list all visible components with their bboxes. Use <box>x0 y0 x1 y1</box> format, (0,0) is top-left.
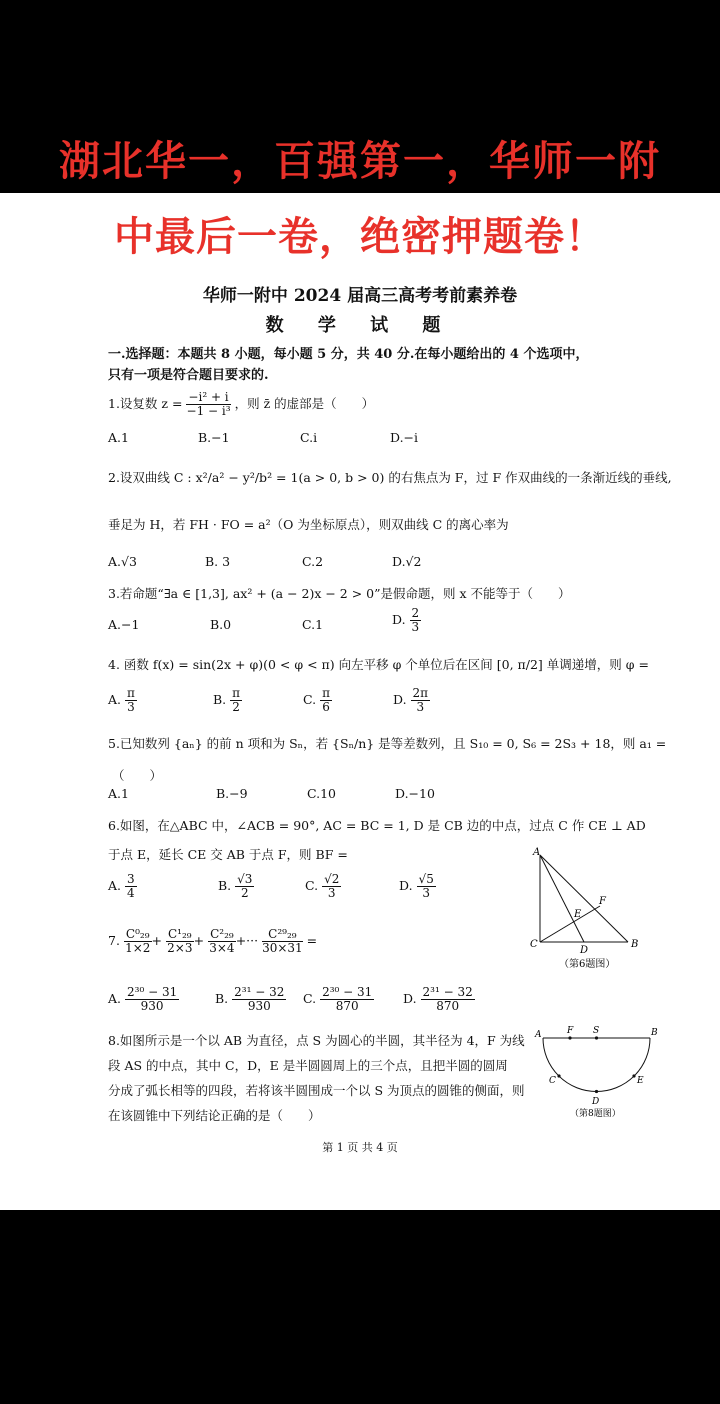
q1-option-d: D.−i <box>390 430 419 445</box>
q8-label-b: B <box>651 1028 658 1038</box>
q4-option-d: D. $\frac{2\pi}{3}$ <box>393 686 429 714</box>
q6-stem-2: 于点 E，延长 CE 交 AB 于点 F，则 BF = <box>108 847 348 862</box>
q1-option-a: A.1 <box>108 430 129 445</box>
q6-line-ab <box>540 855 628 942</box>
q3-option-b: B.0 <box>210 617 232 632</box>
q6-label-d: D <box>580 945 589 956</box>
q6-line-cf <box>540 906 600 942</box>
q1-option-b: B.−1 <box>198 430 230 445</box>
q7-option-a: A. $\frac{\text{2³⁰ − 31}}{930}$ <box>108 985 178 1013</box>
page-footer: 第 1 页 共 4 页 <box>322 1141 398 1154</box>
q6-figure <box>525 845 645 975</box>
exam-paper <box>0 193 720 1210</box>
q6-stem-1: 6.如图，在△ABC 中，∠ACB = 90°, AC = BC = 1, D 是 CB 边的中点，过点 C 作 CE ⊥ AD <box>108 818 646 833</box>
q6-label-c: C <box>530 939 538 950</box>
q3-stem: 3.若命题“∃a ∈ [1,3], ax² + (a − 2)x − 2 > 0”是假命题，则 x 不能等于（ ） <box>108 586 571 601</box>
q8-semicircle-arc <box>543 1038 650 1091</box>
section-heading-2: 只有一项是符合题目要求的. <box>108 368 269 383</box>
q3-option-d: D. $\frac{2}{3}$ <box>392 606 420 634</box>
q8-figure <box>530 1023 660 1123</box>
q8-point-e <box>632 1074 635 1077</box>
q8-stem-4: 在该圆锥中下列结论正确的是（ ） <box>108 1108 321 1123</box>
q6-label-e: E <box>574 909 582 920</box>
q6-option-d: D. $\frac{√5}{3}$ <box>399 872 434 900</box>
q2-option-c: C.2 <box>302 554 324 569</box>
q2-option-d: D.√2 <box>392 554 422 569</box>
q5-stem: 5.已知数列 {aₙ} 的前 n 项和为 Sₙ，若 {Sₙ/n} 是等差数列，且 S₁₀ = 0, S₆ = 2S₃ + 18，则 a₁ = <box>108 736 667 751</box>
q3-option-c: C.1 <box>302 617 324 632</box>
q8-label-d: D <box>592 1097 600 1107</box>
q2-option-b: B. 3 <box>205 554 231 569</box>
q4-stem: 4. 函数 f(x) = sin(2x + φ)(0 < φ < π) 向左平移 φ 个单位后在区间 [0, π/2] 单调递增，则 φ = <box>108 657 649 672</box>
q8-label-c: C <box>549 1076 556 1086</box>
q2-stem-1: 2.设双曲线 C : x²/a² − y²/b² = 1(a > 0, b > 0) 的右焦点为 F，过 F 作双曲线的一条渐近线的垂线, <box>108 470 672 485</box>
q6-option-b: B. $\frac{√3}{2}$ <box>218 872 253 900</box>
q1-option-c: C.i <box>300 430 318 445</box>
q4-option-a: A. $\frac{\pi}{3}$ <box>108 686 135 714</box>
q5-option-a: A.1 <box>108 786 129 801</box>
q5-option-b: B.−9 <box>216 786 248 801</box>
banner-line-1: 湖北华一，百强第一，华师一附 <box>59 137 661 185</box>
q7-option-b: B. $\frac{\text{2³¹ − 32}}{930}$ <box>215 985 285 1013</box>
q8-stem-3: 分成了弧长相等的四段，若将该半圆围成一个以 S 为顶点的圆锥的侧面，则 <box>108 1083 525 1098</box>
q5-option-c: C.10 <box>307 786 336 801</box>
q8-point-d <box>595 1090 598 1093</box>
q8-point-s <box>595 1036 598 1039</box>
exam-title: 华师一附中 2024 届高三高考考前素养卷 <box>202 286 518 306</box>
section-heading-1: 一.选择题：本题共 8 小题，每小题 5 分，共 40 分.在每小题给出的 4 个选项中， <box>108 347 589 362</box>
q8-label-e: E <box>637 1076 644 1086</box>
q7-expression: 7. $\frac{\text{C⁰₂₉}}{1\times 2}$ + $\frac{\text{C¹₂₉}}{2\times 3}$ + $\frac{\text{C²₂₉}}{3\times 4}$ +··· $\frac{\text{C²⁹₂₉}}{30\times 31}$ = <box>108 927 318 955</box>
q8-point-f <box>568 1036 571 1039</box>
bottom-black-bar <box>0 1210 720 1404</box>
q7-option-c: C. $\frac{\text{2³⁰ − 31}}{870}$ <box>303 985 373 1013</box>
q8-stem-1: 8.如图所示是一个以 AB 为直径，点 S 为圆心的半圆，其半径为 4，F 为线 <box>108 1033 525 1048</box>
q7-option-d: D. $\frac{\text{2³¹ − 32}}{870}$ <box>403 985 473 1013</box>
q3-option-a: A.−1 <box>108 617 140 632</box>
q6-figure-caption: （第6题图） <box>559 959 616 970</box>
q8-point-c <box>557 1074 560 1077</box>
q8-label-f: F <box>567 1026 574 1036</box>
q8-figure-caption: （第8题图） <box>570 1109 621 1119</box>
q6-option-a: A. $\frac{3}{4}$ <box>108 872 135 900</box>
exam-subtitle: 数 学 试 题 <box>265 315 455 336</box>
q6-label-a: A <box>533 847 541 858</box>
q4-option-b: B. $\frac{\pi}{2}$ <box>213 686 241 714</box>
q5-blank: （ ） <box>112 768 163 783</box>
q8-stem-2: 段 AS 的中点，其中 C，D，E 是半圆圆周上的三个点，且把半圆的圆周 <box>108 1058 508 1073</box>
q6-label-b: B <box>631 939 639 950</box>
top-banner <box>0 0 720 193</box>
q2-option-a: A.√3 <box>108 554 137 569</box>
q2-stem-2: 垂足为 H，若 FH · FO = a²（O 为坐标原点），则双曲线 C 的离心率为 <box>108 517 509 532</box>
q4-option-c: C. $\frac{\pi}{6}$ <box>303 686 330 714</box>
banner-line-2: 中最后一卷，绝密押题卷！ <box>114 214 606 260</box>
q1-stem: 1.设复数 z = $\frac{\text{−i² + i}}{\text{−1 − i³}}$ ，则 z̄ 的虚部是（ ） <box>108 390 375 418</box>
q5-option-d: D.−10 <box>395 786 435 801</box>
q8-label-s: S <box>593 1026 600 1036</box>
q8-label-a: A <box>535 1030 542 1040</box>
q6-option-c: C. $\frac{√2}{3}$ <box>305 872 340 900</box>
q6-label-f: F <box>599 896 606 907</box>
